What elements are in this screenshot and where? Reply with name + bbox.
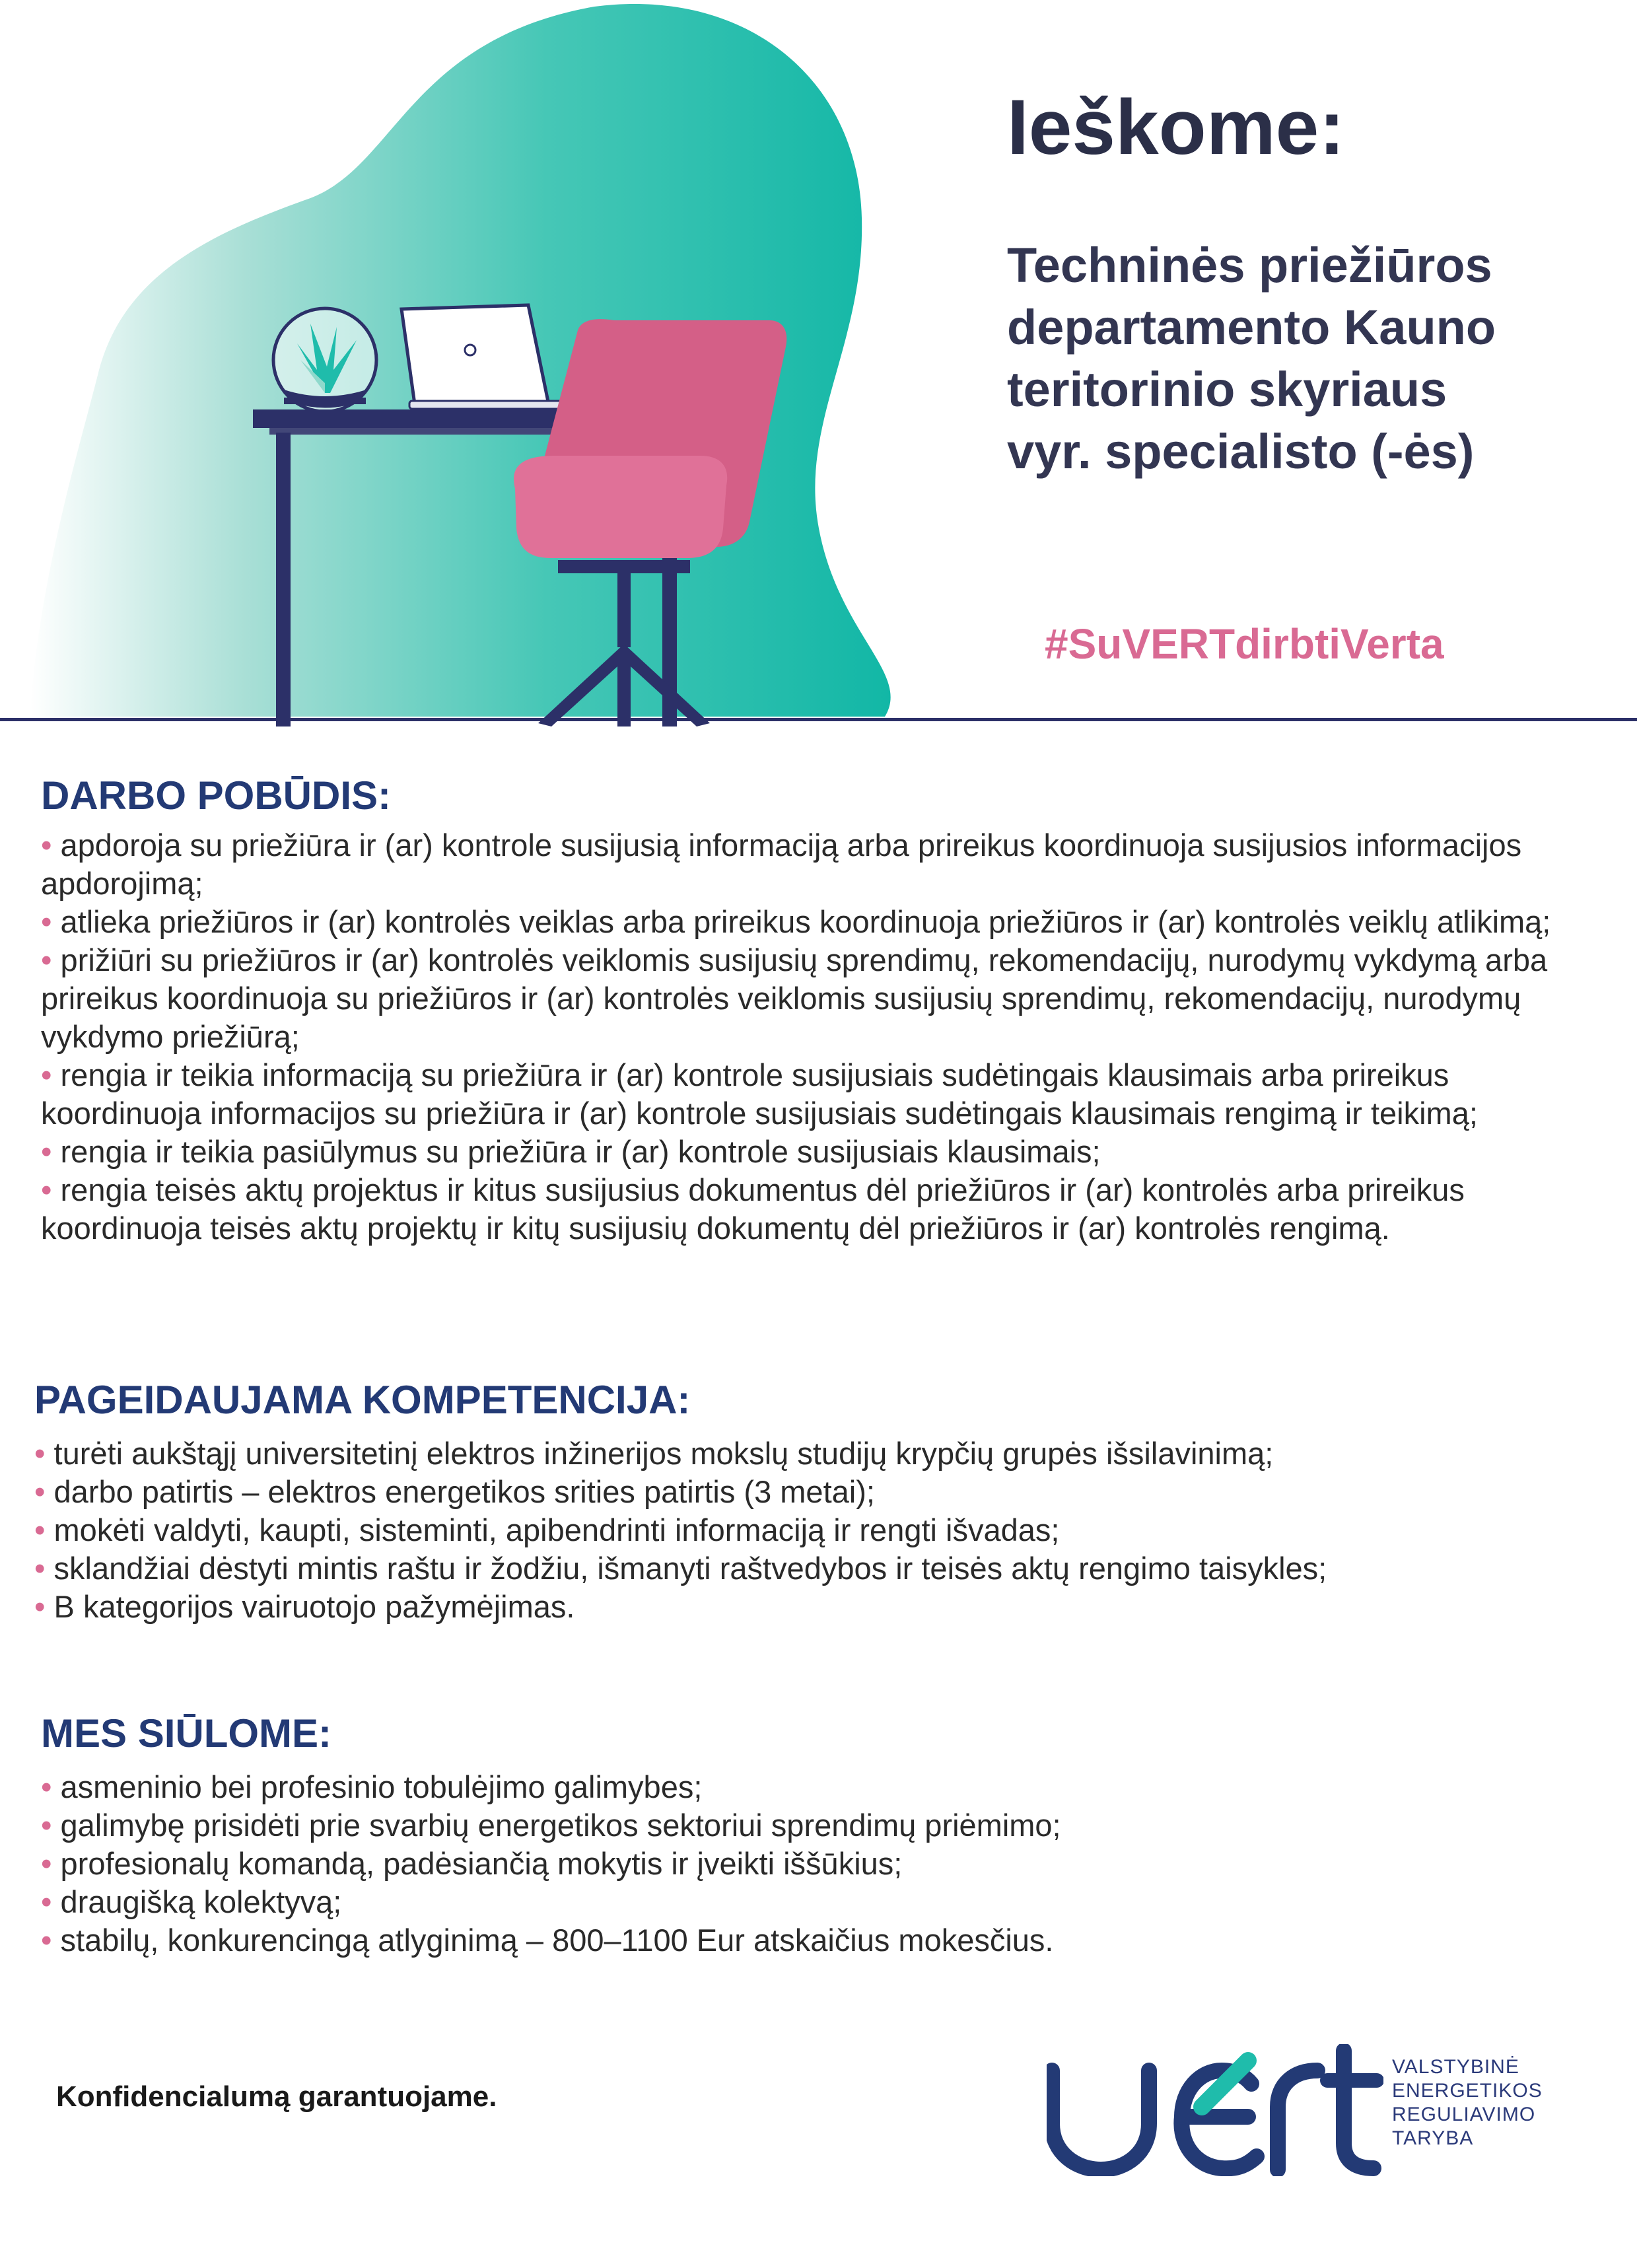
list-item: • mokėti valdyti, kaupti, sisteminti, apibendrinti informaciją ir rengti išvadas; (34, 1512, 1060, 1547)
offer-list (41, 1768, 1613, 1960)
bullet-icon: • (34, 1512, 46, 1547)
position-line: Techninės priežiūros (1007, 238, 1492, 293)
bullet-icon: • (41, 1057, 52, 1092)
list-item: • stabilų, konkurencingą atlyginimą – 800–1100 Eur atskaičius mokesčius. (41, 1923, 1054, 1958)
list-item: • darbo patirtis – elektros energetikos srities patirtis (3 metai); (34, 1474, 875, 1509)
list-item: • galimybę prisidėti prie svarbių energetikos sektoriui sprendimų priėmimo; (41, 1808, 1061, 1843)
position-line: departamento Kauno (1007, 300, 1496, 355)
bullet-icon: • (34, 1474, 46, 1509)
list-item: • prižiūri su priežiūros ir (ar) kontrolės veiklomis susijusių sprendimų, rekomendacijų, nurodymų vykdymą arba prireikus koordinuoja su priežiūros ir (ar) kontrolės veiklomis susijusių sprendimų, rekomendacijų, nurodymų vykdymo priežiūrą; (41, 942, 1548, 1054)
list-item: • asmeninio bei profesinio tobulėjimo galimybes; (41, 1769, 703, 1804)
bullet-icon: • (41, 1846, 52, 1881)
section-competences (34, 1377, 1606, 1626)
list-item: • draugišką kolektyvą; (41, 1884, 342, 1919)
bullet-icon: • (34, 1436, 46, 1471)
bullet-icon: • (41, 1884, 52, 1919)
list-item: • B kategorijos vairuotojo pažymėjimas. (34, 1589, 575, 1624)
bullet-icon: • (41, 1808, 52, 1843)
list-item: • rengia ir teikia informaciją su priežiūra ir (ar) kontrole susijusiais sudėtingais klausimais arba prireikus koordinuoja informacijos su priežiūra ir (ar) kontrole susijusiais sudėtingais klausimais rengimą ir teikimą; (41, 1057, 1478, 1131)
duties-list (41, 826, 1613, 1248)
confidentiality-note: Konfidencialumą garantuojame. (56, 2080, 497, 2113)
section-title: PAGEIDAUJAMA KOMPETENCIJA: (34, 1378, 691, 1422)
page-title: Ieškome: (1007, 84, 1345, 171)
bullet-icon: • (41, 1923, 52, 1958)
competence-list (34, 1435, 1606, 1626)
bullet-icon: • (41, 942, 52, 977)
position-line: vyr. specialisto (-ės) (1007, 424, 1475, 479)
list-item: • profesionalų komandą, padėsiančią mokytis ir įveikti iššūkius; (41, 1846, 903, 1881)
bullet-icon: • (41, 1769, 52, 1804)
bullet-icon: • (34, 1551, 46, 1586)
section-title: DARBO POBŪDIS: (41, 773, 392, 818)
logo-line: REGULIAVIMO (1392, 2104, 1536, 2125)
logo-line: VALSTYBINĖ (1392, 2056, 1519, 2078)
logo-line: TARYBA (1392, 2127, 1474, 2149)
section-title: MES SIŪLOME: (41, 1711, 332, 1755)
bullet-icon: • (41, 828, 52, 863)
desk-illustration (0, 0, 924, 726)
bullet-icon: • (41, 904, 52, 939)
bullet-icon: • (41, 1172, 52, 1207)
vert-logo (1047, 2044, 1383, 2176)
logo-caption (1392, 2055, 1543, 2150)
list-item: • apdoroja su priežiūra ir (ar) kontrole susijusią informaciją arba prireikus koordinuoja susijusios informacijos apdorojimą; (41, 828, 1522, 901)
job-position-title (1007, 234, 1496, 483)
section-we-offer (41, 1711, 1613, 1960)
hashtag: #SuVERTdirbtiVerta (1045, 620, 1444, 668)
list-item: • rengia teisės aktų projektus ir kitus susijusius dokumentus dėl priežiūros ir (ar) kontrolės arba prireikus koordinuoja teisės aktų projektų ir kitų susijusių dokumentų dėl priežiūros ir (ar) kontrolės rengimą. (41, 1172, 1465, 1246)
fishbowl-icon (273, 308, 376, 411)
logo-line: ENERGETIKOS (1392, 2080, 1543, 2102)
list-item: • sklandžiai dėstyti mintis raštu ir žodžiu, išmanyti raštvedybos ir teisės aktų rengimo taisykles; (34, 1551, 1327, 1586)
bullet-icon: • (41, 1134, 52, 1169)
header-divider (0, 718, 1637, 721)
list-item: • atlieka priežiūros ir (ar) kontrolės veiklas arba prireikus koordinuoja priežiūros ir (ar) kontrolės veiklų atlikimą; (41, 904, 1551, 939)
section-job-description (41, 773, 1613, 1248)
list-item: • rengia ir teikia pasiūlymus su priežiūra ir (ar) kontrole susijusiais klausimais; (41, 1134, 1101, 1169)
position-line: teritorinio skyriaus (1007, 362, 1447, 417)
bullet-icon: • (34, 1589, 46, 1624)
list-item: • turėti aukštąjį universitetinį elektros inžinerijos mokslų studijų krypčių grupės išsilavinimą; (34, 1436, 1274, 1471)
